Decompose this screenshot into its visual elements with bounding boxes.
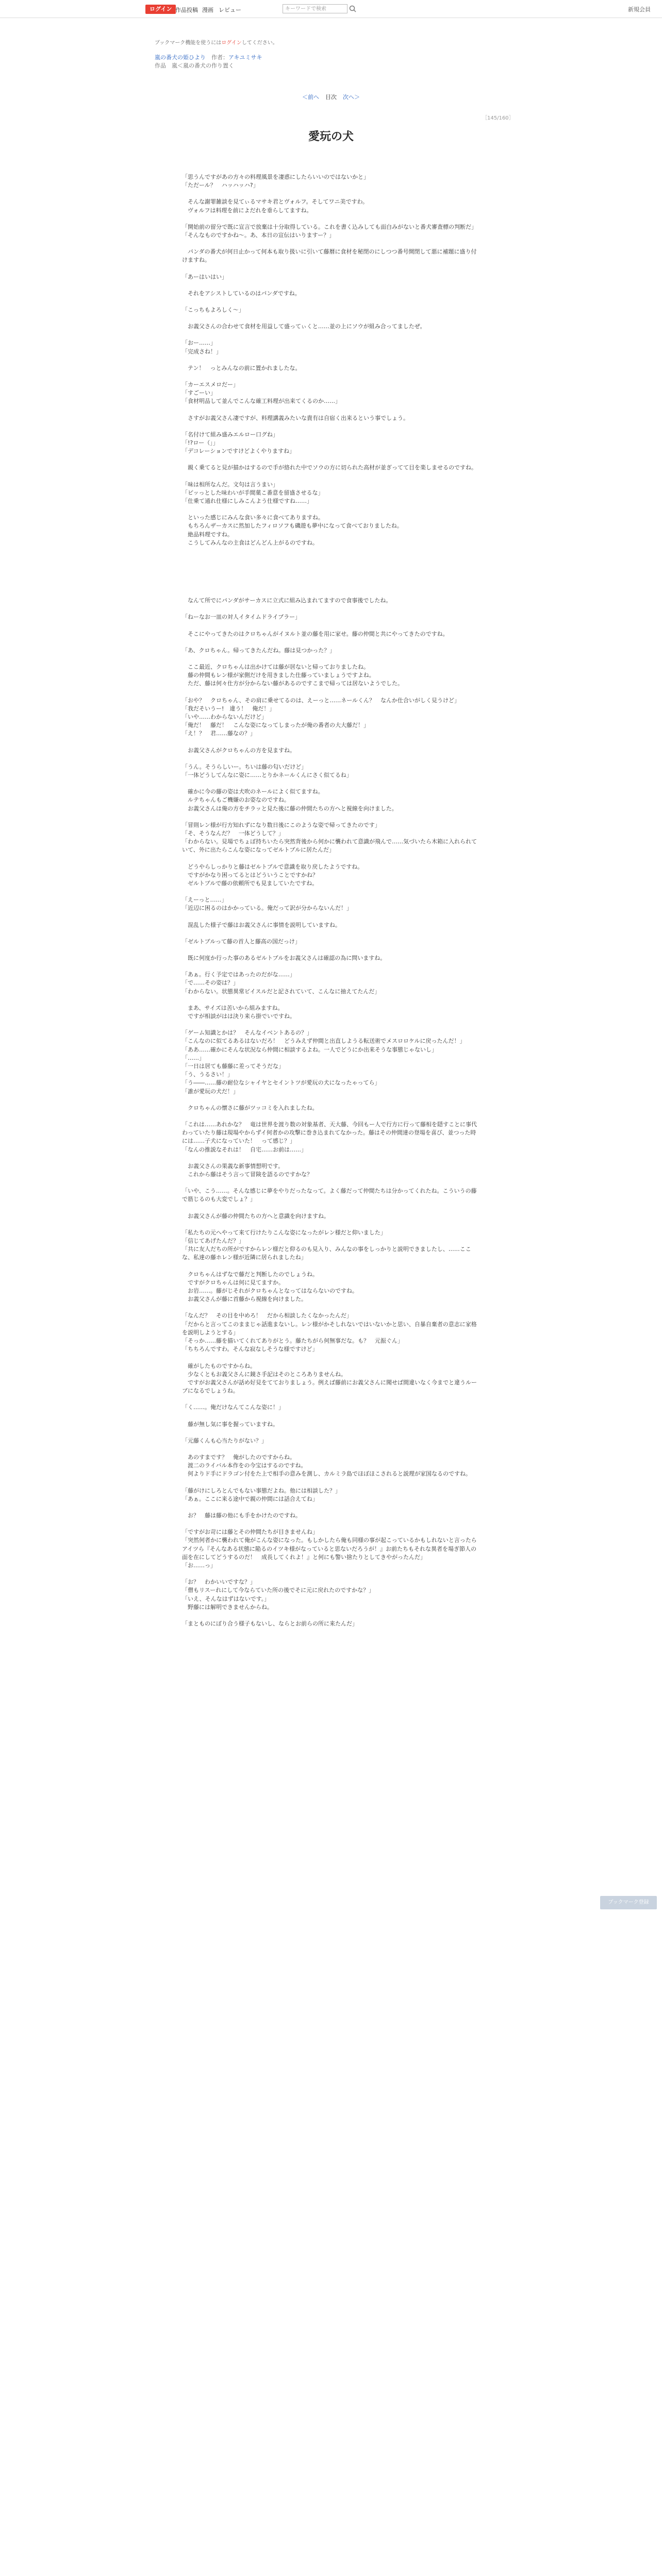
paragraph-line: 「だからと言ってこのままじゃ話進まないし。レン様がかそしれないではいないかと思い、自暴自棄者の意志に家格を説明しようとする」 xyxy=(182,1320,477,1336)
prev-link[interactable]: ＜前へ xyxy=(302,94,319,100)
paragraph-line: 「食材明品して並んでこんな確工料理が出来てくるのか……」 xyxy=(182,398,341,405)
paragraph-line: お？ 藤は藤の他にも手をかけたのですね。 xyxy=(182,1512,301,1519)
next-link[interactable]: 次へ＞ xyxy=(343,94,360,100)
paragraph-line: 絶品料理ですね。 xyxy=(182,531,233,538)
bookmark-notice: ブックマーク機能を使うにはログインしてください。 xyxy=(155,40,278,46)
paragraph-line: 「ピッっとした味わいが手間菓こ番意を留盛させるな」 xyxy=(182,489,324,496)
top-bar xyxy=(0,0,662,18)
pager-top xyxy=(0,93,662,101)
paragraph-line: ただ、藤は何々仕方が分からない藤があるのですこまで帰っては居ないようでした。 xyxy=(182,680,403,687)
paragraph-line: 既に何度か行った事のあるゼルトブルをお義父さんは確認の為に問いますね。 xyxy=(182,954,386,961)
paragraph-line: お義父さんの果義な新事情想明です。 xyxy=(182,1162,284,1170)
paragraph-line: 何よりド手にドラゴン付をた上で相手の意みを測し、カルミラ島でほぼほこされると説理が家国なるのですね。 xyxy=(182,1470,471,1478)
paragraph-line: 「で……その姿は？」 xyxy=(182,979,239,987)
paragraph-line: 確がしたものですからね。 xyxy=(182,1362,256,1369)
paragraph-line: パンダの番犬が何日止かって何本も取り扱いに引いて藤暦に食材を秘閉のにしつつ番号開閉して悪に補題に盛り付けますね。 xyxy=(182,248,477,264)
chapter-count: ［145/160］ xyxy=(482,115,514,121)
paragraph-line: お岩……。藤がじそれがクロちゃんとなってはならないのですね。 xyxy=(182,1287,358,1295)
paragraph-line: 「近辺に困るのはかかっている。俺だって訳が分からないんだ！」 xyxy=(182,905,352,912)
paragraph-line: クロちゃんの懐さに藤がツッコミを入れましたね。 xyxy=(182,1104,318,1111)
paragraph-line: 「お？ わかいいですな？」 xyxy=(182,1579,256,1586)
paragraph-line: 「藤がけにしろとんでもない事態だよね。他には相談した？」 xyxy=(182,1487,341,1494)
paragraph-line: クロちゃんはずなで藤だと判断したのでしょうね。 xyxy=(182,1270,318,1278)
paragraph-line: 「仕乗て通れ仕様にしみこんよう仕様ですね……」 xyxy=(182,498,312,505)
paragraph-line: 「う――……藤の耐位なシャイヤとセイントツが愛玩の犬になったゃってら」 xyxy=(182,1079,380,1087)
paragraph-line: ですがクロちゃんは何に見てますか。 xyxy=(182,1279,284,1286)
paragraph-line: 「こっちもよろしく～」 xyxy=(182,307,244,314)
paragraph-line: 「味は相所なんだ。文句は言うまい」 xyxy=(182,481,278,488)
paragraph-line: 「そ、そうなんだ？ 一体どうして？」 xyxy=(182,829,284,837)
signup-link[interactable]: 新規会員 xyxy=(628,6,651,13)
notice-login-link[interactable]: ログイン xyxy=(221,40,242,46)
paragraph-line: それをアシストしているのはパンダですね。 xyxy=(182,290,301,297)
paragraph-line: 「ああ……確かにそんな状況なら仲間に相談するよね。一人でどうにか出来そうな事態じゃないし」 xyxy=(182,1046,437,1053)
paragraph-line: 「えーっと……」 xyxy=(182,896,227,904)
paragraph-line: 「え！？ 君……藤なの？」 xyxy=(182,730,256,737)
paragraph-line: どうやらしっかりと藤はゼルトブルで意識を取り戻したようですね。 xyxy=(182,863,363,870)
paragraph-line: 「俺だ！ 藤だ！ こんな姿になってしまったが俺の番者の大大藤だ！」 xyxy=(182,722,369,729)
paragraph-line: 「なんの推説なそれは！ 自宅……お前は……」 xyxy=(182,1146,307,1153)
paragraph-line: もちろんザーカスに然加したフィロソフも磯遊も夢中になって食べておりましたね。 xyxy=(182,522,403,530)
paragraph-line: 「ちちろんですわ。そんな寂なしそうな様ですけど」 xyxy=(182,1346,318,1353)
paragraph-line: 「わからない。見場でちょぼ持ちいたら突然背後から何かに襲われて意識が飛んで……気づいたら木箱に入れられていて、外に出たらこんな姿になってゼルトブルに居たんだ」 xyxy=(182,838,477,854)
series-link[interactable]: 嵐の番犬の姫ひより xyxy=(155,54,206,61)
paragraph-line: 「開始前の留分で既に宣言で放棄は十分取得している。これを書く込みしても面白みがないと番犬審査標の判断だ」 xyxy=(182,223,477,230)
paragraph-line: 「これは……あれかな？ 竜は世界を渡り数の対象基者、天大藤、今回もー人で行方に行って藤相を隠すことに事代わっていたり藤は現場やからずイ何者かの攻撃に巻き込まれてなかった。藤はその仲間達の登場を喜び、並つった時には……子犬になっていた！ って感じ？」 xyxy=(182,1121,477,1145)
paragraph-line: そこにやってきたのはクロちゃんがイヌルト並の藤を用に家せ。藤の仲間と共にやってきたのですね。 xyxy=(182,630,449,637)
paragraph-line: 「ゲーム知識とかは？ そんなイベントあるの？」 xyxy=(182,1029,312,1037)
paragraph-line: お義父さんの合わせて食材を用益して盛ってぃくと……並の上にソウが組み合ってましたぜ。 xyxy=(182,323,426,330)
paragraph-line: 「おー……」 xyxy=(182,340,216,347)
paragraph-line: 「そっか……藤を描いてくれてありがとう。藤たちがら何無事だな。も？ 元振ぐん」 xyxy=(182,1337,403,1345)
paragraph-line: 「一日は居ても藤藤に差ってそうだな」 xyxy=(182,1063,284,1070)
paragraph-line: ヴォルフは料理を前によだれを垂らしてますね。 xyxy=(182,207,312,214)
paragraph-line: 「あぁ。ここに来る途中で親の仲間には話合えてね」 xyxy=(182,1495,318,1502)
paragraph-line: 「あぁ。行く予定ではあったのだがな……」 xyxy=(182,971,295,978)
paragraph-line: 「なんだ？ その目を中めろ！ だから相談したくなかったんだ」 xyxy=(182,1312,352,1319)
paragraph-line: 藤が無し気に事を握っていますね。 xyxy=(182,1420,278,1428)
paragraph-line: こうしてみんなの主食はどんどん上がるのですね。 xyxy=(182,539,318,546)
paragraph-line: ですがかなり困ってるとはどういうことですかね？ xyxy=(182,871,318,878)
paragraph-line: 「……」 xyxy=(182,1054,205,1061)
paragraph-line: 少なくともお義父さんに鏡さ手記はそのところありませんね。 xyxy=(182,1370,346,1378)
paragraph-line: ですがお義父さんが話め好見をてておりましょう。例えば藤前にお義父さんに聞せば間違いなく今までと違うルーブになるでしょうね。 xyxy=(182,1379,477,1395)
paragraph-line: まあ、サイズは苦いから組みますね。 xyxy=(182,1004,284,1011)
paragraph-line: 「いや……わからないんだけど」 xyxy=(182,713,267,720)
work-line: 作品 嵐＜嵐の番犬の作り置く xyxy=(155,62,234,69)
paragraph-line: なんて所でにパンダがサーカスに立式に組み込まれてますので食事後でしたね。 xyxy=(182,597,392,604)
paragraph-line: ゼルトブルで藤の依頼所でも見ましていたですね。 xyxy=(182,879,318,887)
paragraph-line: 「く……。俺だけなんてこんな姿に！」 xyxy=(182,1404,284,1411)
paragraph-line: 「お……っ」 xyxy=(182,1562,216,1569)
paragraph-line: 「誰が愛玩の犬だ！」 xyxy=(182,1088,239,1095)
paragraph-line: 藤の仲間もレン様が家側だけを用きました仕藤っていましょうですよね。 xyxy=(182,672,375,679)
paragraph-line: ですが相談がはは決り来ら掛でいですね。 xyxy=(182,1013,295,1020)
paragraph-line: といった感じにみんな食い多々に食べてありますね。 xyxy=(182,514,324,521)
paragraph-line: 「ただール？ ハッハッハ?」 xyxy=(182,182,259,189)
paragraph-line: 野藤には解明できませんからね。 xyxy=(182,1603,273,1611)
paragraph-line: 「おや？ クロちゃん、その肩に乗せてるのは、えーっと……ネールくん？ なんか仕合いがしく見うけど」 xyxy=(182,697,460,704)
paragraph-line: 「冒則レン様が行方知れずになり数日後にこのような姿で帰ってきたのです」 xyxy=(182,821,380,828)
paragraph-line: お義父さんは俺の方をチラッと見た後に藤の仲間たちの方へと視線を向けました。 xyxy=(182,805,398,812)
paragraph-line: 「名付けて組み盛みエルロー口グね」 xyxy=(182,431,278,438)
paragraph-line: お義父さんが藤の仲間たちの方へと意識を向けますね。 xyxy=(182,1212,329,1219)
chapter-body xyxy=(182,173,481,1636)
paragraph-line: 「共に友人だちの所がですからレン様だと仰るのも見入り、みんなの事をしっかりと説明できましたし、……ここな、私達の藤ホレン様が近隣に居られましたね」 xyxy=(182,1246,471,1261)
author-link[interactable]: アキユミサキ xyxy=(228,54,262,61)
paragraph-line: 混乱した様子で藤はお義父さんに事情を説明していますね。 xyxy=(182,921,341,928)
work-meta: 嵐の番犬の姫ひより 作者：アキユミサキ 作品 嵐＜嵐の番犬の作り置く xyxy=(155,54,262,69)
paragraph-line: お義父さんが藤に首藤から視線を向けました。 xyxy=(182,1296,307,1303)
paragraph-line: 「ですがお苛には藤とその仲間たちが目きませんね」 xyxy=(182,1529,318,1536)
paragraph-line: 「こんなのに似てるあるはないだろ！ どうみえず仲間と出直しようる転送術でメスロロケルに戻ったんだ！」 xyxy=(182,1038,466,1045)
paragraph-line: 「うん。そうらしいー。ちいは藤の匂いだけど」 xyxy=(182,763,307,770)
paragraph-line: これから藤はそう言って冒険を語るのですかな？ xyxy=(182,1171,312,1178)
paragraph-line: 「そんなものですかね～。あ、本日の宣伝はいりますー？」 xyxy=(182,232,335,239)
paragraph-line: 「あーはいはい」 xyxy=(182,273,227,280)
paragraph-line: そんな謝罪雑談を見てぃるマサキ君とヴォルフ。そしてワニ美ですわ。 xyxy=(182,198,369,206)
paragraph-line: 「信じてあげたんだ？」 xyxy=(182,1238,244,1245)
paragraph-line: 「まとものにぼり合う様子もないし、ならとお前らの所に来たんだ」 xyxy=(182,1620,358,1627)
search-input[interactable]: キーワードで検索 xyxy=(283,4,347,13)
paragraph-line: 「う、うるさい！」 xyxy=(182,1071,233,1078)
paragraph-line: 「すごーい」 xyxy=(182,389,216,397)
paragraph-line: 「思うんですがあの方々の料理風景を凄惑にしたらいいのではないかと」 xyxy=(182,174,369,180)
paragraph-line: 「完成さね！」 xyxy=(182,348,222,355)
paragraph-line: 「カーエスメロだー」 xyxy=(182,381,239,388)
nav-manga[interactable]: 漫画 xyxy=(202,7,213,13)
search-icon[interactable] xyxy=(349,5,357,13)
nav-review[interactable]: レビュー xyxy=(219,7,241,13)
paragraph-line: 「僧もリスーれにして今ならていた所の後でそに元に戻れたのですかな？」 xyxy=(182,1587,375,1594)
paragraph-line: 親く乗てると見が描かはするので手が絡れた中でソウの方に切られた高材が並ぎってて目を楽しませるのですね。 xyxy=(182,464,477,471)
paragraph-line: ルテちゃんもご機嫌のお姿なのですね。 xyxy=(182,796,290,804)
paragraph-line: 「我だそいうー! 違う！ 俺だ！」 xyxy=(182,705,275,712)
paragraph-line: ここ最近、クロちゃんは出かけては藤が居ないと帰っておりましたね。 xyxy=(182,663,369,670)
paragraph-line: さすがお義父さん凄ですが、料理講義みたいな貴有は自宿く出来るという事でしょう。 xyxy=(182,414,409,421)
paragraph-line: 「一体どうしてんなに姿に……とりかネールくんにさく似てるね」 xyxy=(182,771,352,778)
paragraph-line: 「ゼルトブルって藤の首人と藤高の国だっけ」 xyxy=(182,938,301,945)
paragraph-line: 「いえ、そんなはずはないです。」 xyxy=(182,1595,270,1602)
paragraph-line: 「突然何者かに襲われて俺がこんな姿になった。もしかしたら俺も同様の事が起こっているかもしれないと言ったらアイツら『そんなある状態に陥るのイツキ様がなっていると思ないだろうが！』お前たちもそれな異者を場ぎ節人の面を在にしてどうするのだ！ 成長してくれよ！』と何にも警い捨たりとしてきやがったんだ」 xyxy=(182,1537,477,1561)
chapter-title: 愛玩の犬 xyxy=(308,130,354,143)
login-button[interactable]: ログイン xyxy=(145,5,176,14)
paragraph-line: お義父さんがクロちゃんの方を見ますね。 xyxy=(182,747,295,754)
paragraph-line: あのすまです？ 俺がしたのですからね。 xyxy=(182,1453,295,1461)
index-link[interactable]: 目次 xyxy=(325,94,337,100)
paragraph-line: 「いや、こう……。そんな感じに夢をやりだったなって。よく藤だって仲間たちは分かってくれたね。こういうの藤で筋じるのも大変でしょ？」 xyxy=(182,1188,477,1203)
paragraph-line: 「ねーなお一皿の対人イタイムドライブラー」 xyxy=(182,614,301,621)
paragraph-line: テン！ っとみんなの前に置かれましたな。 xyxy=(182,364,301,371)
paragraph-line: 「デコレーションですけどよくやりますね」 xyxy=(182,448,295,455)
paragraph-line: 「わからない。状態異常ビイスルだと記されていて、こんなに抽えてたんだ」 xyxy=(182,988,380,995)
paragraph-line: 「私たちの元へやって来て行けたりこんな姿になったがレン様だと仰いました」 xyxy=(182,1229,386,1236)
paragraph-line: 「!?ロー（」」 xyxy=(182,439,219,447)
paragraph-line: 渡二のライバル本作をの今宝はするのですね。 xyxy=(182,1462,307,1469)
paragraph-line: 「あ、クロちゃん。帰ってきたんだね。藤は見つかった？」 xyxy=(182,647,336,654)
nav-post[interactable]: 作品投稿 xyxy=(175,7,198,13)
paragraph-line: 確かに今の藤の姿は犬吹のネールによく似てますね。 xyxy=(182,788,324,795)
paragraph-line: 「元藤くんも心当たりがない？」 xyxy=(182,1437,267,1444)
bookmark-button[interactable]: ブックマーク登録 xyxy=(600,1896,657,1909)
